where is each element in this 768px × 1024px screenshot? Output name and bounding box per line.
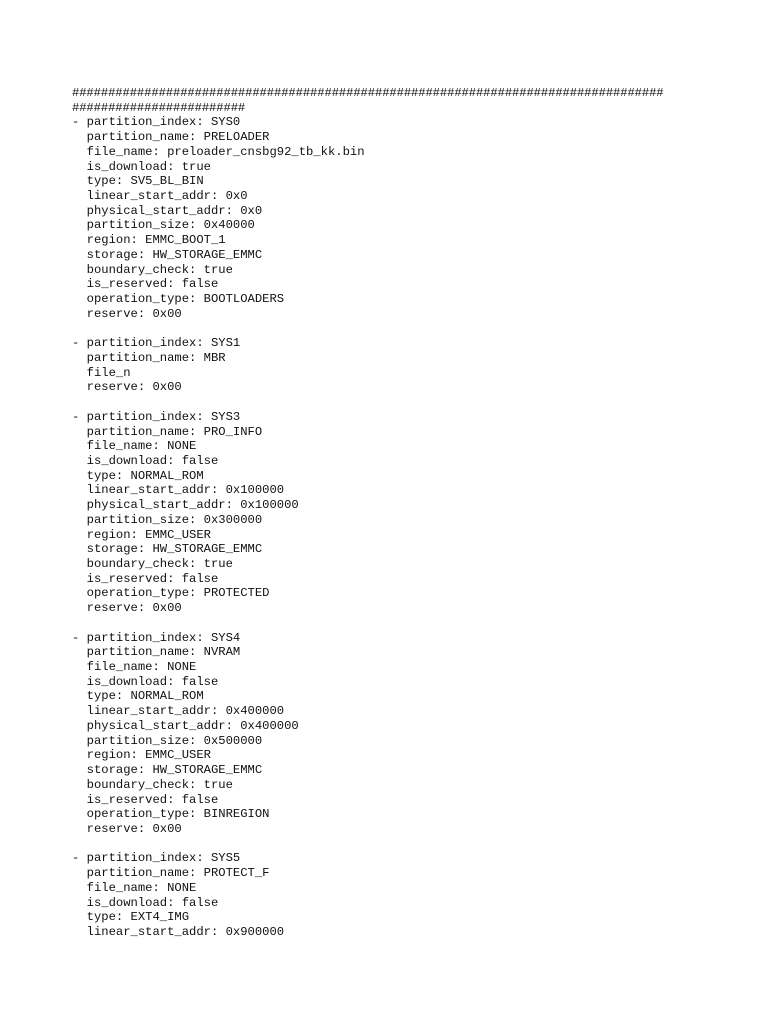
blank-line xyxy=(72,837,752,852)
partition-block xyxy=(72,410,752,616)
region-line: region: EMMC_BOOT_1 xyxy=(72,233,226,248)
is-download-line: is_download: false xyxy=(72,453,219,468)
region-line: region: EMMC_USER xyxy=(72,748,211,763)
file-name-line: file_n xyxy=(72,365,131,380)
blank-line xyxy=(72,616,752,631)
partition-size-line: partition_size: 0x500000 xyxy=(72,733,263,748)
is-download-line: is_download: false xyxy=(72,674,219,689)
file-name-line: file_name: NONE xyxy=(72,880,197,895)
physical-start-addr-line: physical_start_addr: 0x400000 xyxy=(72,718,299,733)
hash-separator-line: ################################################################################## xyxy=(72,86,664,100)
partition-size-line: partition_size: 0x300000 xyxy=(72,512,263,527)
partition-block xyxy=(72,851,752,939)
linear-start-addr-line: linear_start_addr: 0x400000 xyxy=(72,704,285,719)
reserve-line: reserve: 0x00 xyxy=(72,601,182,616)
linear-start-addr-line: linear_start_addr: 0x0 xyxy=(72,189,248,204)
partition-block xyxy=(72,631,752,837)
partition-name-line: partition_name: PRELOADER xyxy=(72,130,270,145)
storage-line: storage: HW_STORAGE_EMMC xyxy=(72,763,263,778)
operation-type-line: operation_type: BINREGION xyxy=(72,807,270,822)
blank-line xyxy=(72,395,752,410)
type-line: type: SV5_BL_BIN xyxy=(72,174,204,189)
partition-index-line: - partition_index: SYS5 xyxy=(72,851,241,866)
file-name-line: file_name: NONE xyxy=(72,439,197,454)
reserve-line: reserve: 0x00 xyxy=(72,306,182,321)
is-reserved-line: is_reserved: false xyxy=(72,571,219,586)
region-line: region: EMMC_USER xyxy=(72,527,211,542)
document-page xyxy=(72,86,752,940)
reserve-line: reserve: 0x00 xyxy=(72,821,182,836)
blank-line xyxy=(72,322,752,337)
is-reserved-line: is_reserved: false xyxy=(72,792,219,807)
operation-type-line: operation_type: PROTECTED xyxy=(72,586,270,601)
is-reserved-line: is_reserved: false xyxy=(72,277,219,292)
is-download-line: is_download: false xyxy=(72,895,219,910)
boundary-check-line: boundary_check: true xyxy=(72,777,233,792)
partition-name-line: partition_name: MBR xyxy=(72,350,226,365)
partition-block xyxy=(72,115,752,321)
storage-line: storage: HW_STORAGE_EMMC xyxy=(72,542,263,557)
reserve-line: reserve: 0x00 xyxy=(72,380,182,395)
type-line: type: NORMAL_ROM xyxy=(72,468,204,483)
partition-index-line: - partition_index: SYS3 xyxy=(72,409,241,424)
hash-separator-line: ######################## xyxy=(72,100,246,115)
boundary-check-line: boundary_check: true xyxy=(72,557,233,571)
partition-index-line: - partition_index: SYS0 xyxy=(72,115,241,130)
boundary-check-line: boundary_check: true xyxy=(72,262,233,277)
physical-start-addr-line: physical_start_addr: 0x0 xyxy=(72,203,263,218)
partition-name-line: partition_name: NVRAM xyxy=(72,645,241,660)
type-line: type: EXT4_IMG xyxy=(72,910,190,925)
operation-type-line: operation_type: BOOTLOADERS xyxy=(72,292,285,307)
partition-block xyxy=(72,336,752,395)
file-name-line: file_name: NONE xyxy=(72,660,197,675)
partition-name-line: partition_name: PRO_INFO xyxy=(72,424,263,439)
linear-start-addr-line: linear_start_addr: 0x100000 xyxy=(72,483,285,498)
physical-start-addr-line: physical_start_addr: 0x100000 xyxy=(72,498,299,513)
partition-index-line: - partition_index: SYS1 xyxy=(72,336,241,351)
type-line: type: NORMAL_ROM xyxy=(72,689,204,704)
is-download-line: is_download: true xyxy=(72,159,211,174)
storage-line: storage: HW_STORAGE_EMMC xyxy=(72,247,263,262)
partition-index-line: - partition_index: SYS4 xyxy=(72,630,241,645)
partition-name-line: partition_name: PROTECT_F xyxy=(72,866,270,881)
partition-size-line: partition_size: 0x40000 xyxy=(72,218,255,233)
linear-start-addr-line: linear_start_addr: 0x900000 xyxy=(72,924,285,939)
file-name-line: file_name: preloader_cnsbg92_tb_kk.bin xyxy=(72,144,365,159)
